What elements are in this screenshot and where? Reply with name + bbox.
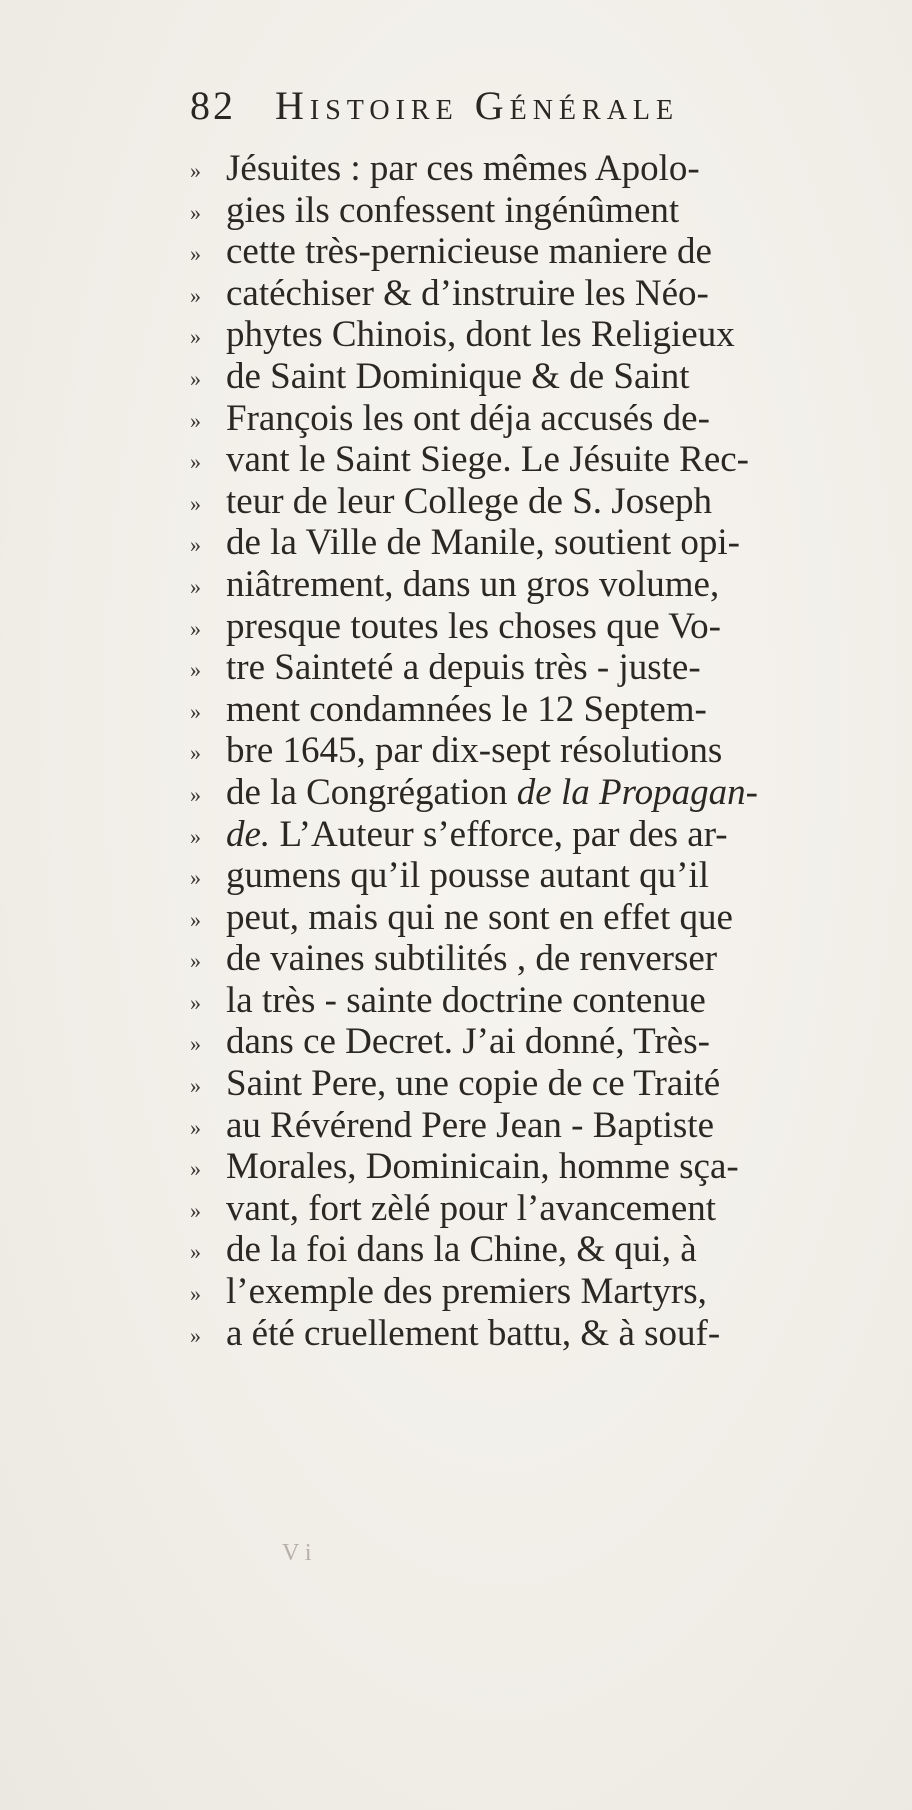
quotation-mark: »	[190, 823, 201, 849]
text-line	[190, 938, 870, 980]
quotation-mark: »	[190, 282, 201, 308]
text-line	[190, 980, 870, 1022]
line-text: Jésuites : par ces mêmes Apolo-	[226, 148, 700, 189]
line-text: de la Congrégation	[226, 771, 517, 813]
text-line	[190, 439, 870, 481]
quotation-mark: »	[190, 449, 201, 475]
text-line	[190, 606, 870, 648]
quotation-mark: »	[190, 241, 201, 267]
line-text: au Révérend Pere Jean - Baptiste	[226, 1104, 715, 1146]
line-text: catéchiser & d’instruire les Néo-	[226, 272, 709, 314]
line-text: gumens qu’il pousse autant qu’il	[226, 855, 709, 897]
running-title: Histoire Générale	[275, 83, 680, 128]
line-text: Morales, Dominicain, homme sça-	[226, 1146, 739, 1188]
text-line	[190, 314, 870, 356]
text-line	[190, 647, 870, 689]
running-header	[190, 82, 810, 142]
line-text: gies ils confessent ingénûment	[226, 189, 680, 231]
quotation-mark: »	[190, 1114, 201, 1140]
quotation-mark: »	[190, 199, 201, 225]
line-text: tre Sainteté a depuis très - juste-	[226, 647, 701, 689]
quotation-mark: »	[190, 324, 201, 350]
text-line	[190, 855, 870, 897]
line-text: teur de leur College de S. Joseph	[226, 480, 713, 522]
line-text: de la foi dans la Chine, & qui, à	[226, 1229, 697, 1271]
line-text: de vaines subtilités , de renverser	[226, 938, 718, 980]
line-text: François les ont déja accusés de-	[226, 397, 710, 439]
page-number: 82	[190, 83, 236, 128]
quotation-mark: »	[190, 407, 201, 433]
quotation-mark: »	[190, 1073, 201, 1099]
line-text: Saint Pere, une copie de ce Traité	[226, 1063, 721, 1105]
quotation-mark: »	[190, 490, 201, 516]
text-line	[190, 1021, 870, 1063]
text-line	[190, 564, 870, 606]
text-line	[190, 1313, 870, 1355]
quotation-mark: »	[190, 1031, 201, 1057]
text-line	[190, 689, 870, 731]
text-line	[190, 814, 870, 856]
quotation-mark: »	[190, 865, 201, 891]
quotation-mark: »	[190, 1156, 201, 1182]
text-line	[190, 148, 870, 190]
quotation-mark: »	[190, 532, 201, 558]
line-text: cette très-pernicieuse maniere de	[226, 231, 712, 273]
line-text: dans ce Decret. J’ai donné, Très-	[226, 1021, 710, 1063]
line-text: presque toutes les choses que Vo-	[226, 605, 721, 647]
text-line	[190, 897, 870, 939]
text-line	[190, 231, 870, 273]
quotation-mark: »	[190, 1281, 201, 1307]
line-text: de la Ville de Manile, soutient opi-	[226, 522, 740, 564]
quotation-mark: »	[190, 615, 201, 641]
text-line	[190, 1188, 870, 1230]
text-line	[190, 356, 870, 398]
quotation-mark: »	[190, 989, 201, 1015]
line-text: L’Auteur s’efforce, par des ar-	[270, 813, 728, 855]
text-line	[190, 190, 870, 232]
quotation-mark: »	[190, 1197, 201, 1223]
quotation-mark: »	[190, 158, 201, 183]
line-text: l’exemple des premiers Martyrs,	[226, 1271, 707, 1313]
text-line	[190, 1271, 870, 1313]
line-text: vant, fort zèlé pour l’avancement	[226, 1187, 717, 1229]
text-line	[190, 398, 870, 440]
line-text: phytes Chinois, dont les Religieux	[226, 314, 735, 356]
line-text: a été cruellement battu, & à souf-	[226, 1312, 721, 1354]
quotation-mark: »	[190, 573, 201, 599]
text-line	[190, 1229, 870, 1271]
line-text: peut, mais qui ne sont en effet que	[226, 896, 733, 938]
quotation-mark: »	[190, 906, 201, 932]
line-text: vant le Saint Siege. Le Jésuite Rec-	[226, 439, 749, 481]
line-text: de Saint Dominique & de Saint	[226, 355, 690, 397]
quotation-mark: »	[190, 781, 201, 807]
text-line	[190, 730, 870, 772]
text-line	[190, 1063, 870, 1105]
line-italic-text: de.	[226, 813, 271, 855]
text-line	[190, 273, 870, 315]
line-text: la très - sainte doctrine contenue	[226, 979, 706, 1021]
line-text: ment condamnées le 12 Septem-	[226, 688, 707, 730]
signature-mark: V i	[282, 1540, 312, 1566]
text-line	[190, 522, 870, 564]
body-text	[190, 148, 870, 1354]
text-line	[190, 481, 870, 523]
quotation-mark: »	[190, 740, 201, 766]
quotation-mark: »	[190, 948, 201, 974]
quotation-mark: »	[190, 657, 201, 683]
text-line	[190, 1146, 870, 1188]
text-line	[190, 772, 870, 814]
quotation-mark: »	[190, 1322, 201, 1348]
quotation-mark: »	[190, 698, 201, 724]
text-line	[190, 1105, 870, 1147]
line-text: bre 1645, par dix-sept résolutions	[226, 730, 723, 772]
quotation-mark: »	[190, 1239, 201, 1265]
line-text: niâtrement, dans un gros volume,	[226, 563, 720, 605]
quotation-mark: »	[190, 365, 201, 391]
line-italic-text: de la Propagan-	[516, 771, 758, 813]
